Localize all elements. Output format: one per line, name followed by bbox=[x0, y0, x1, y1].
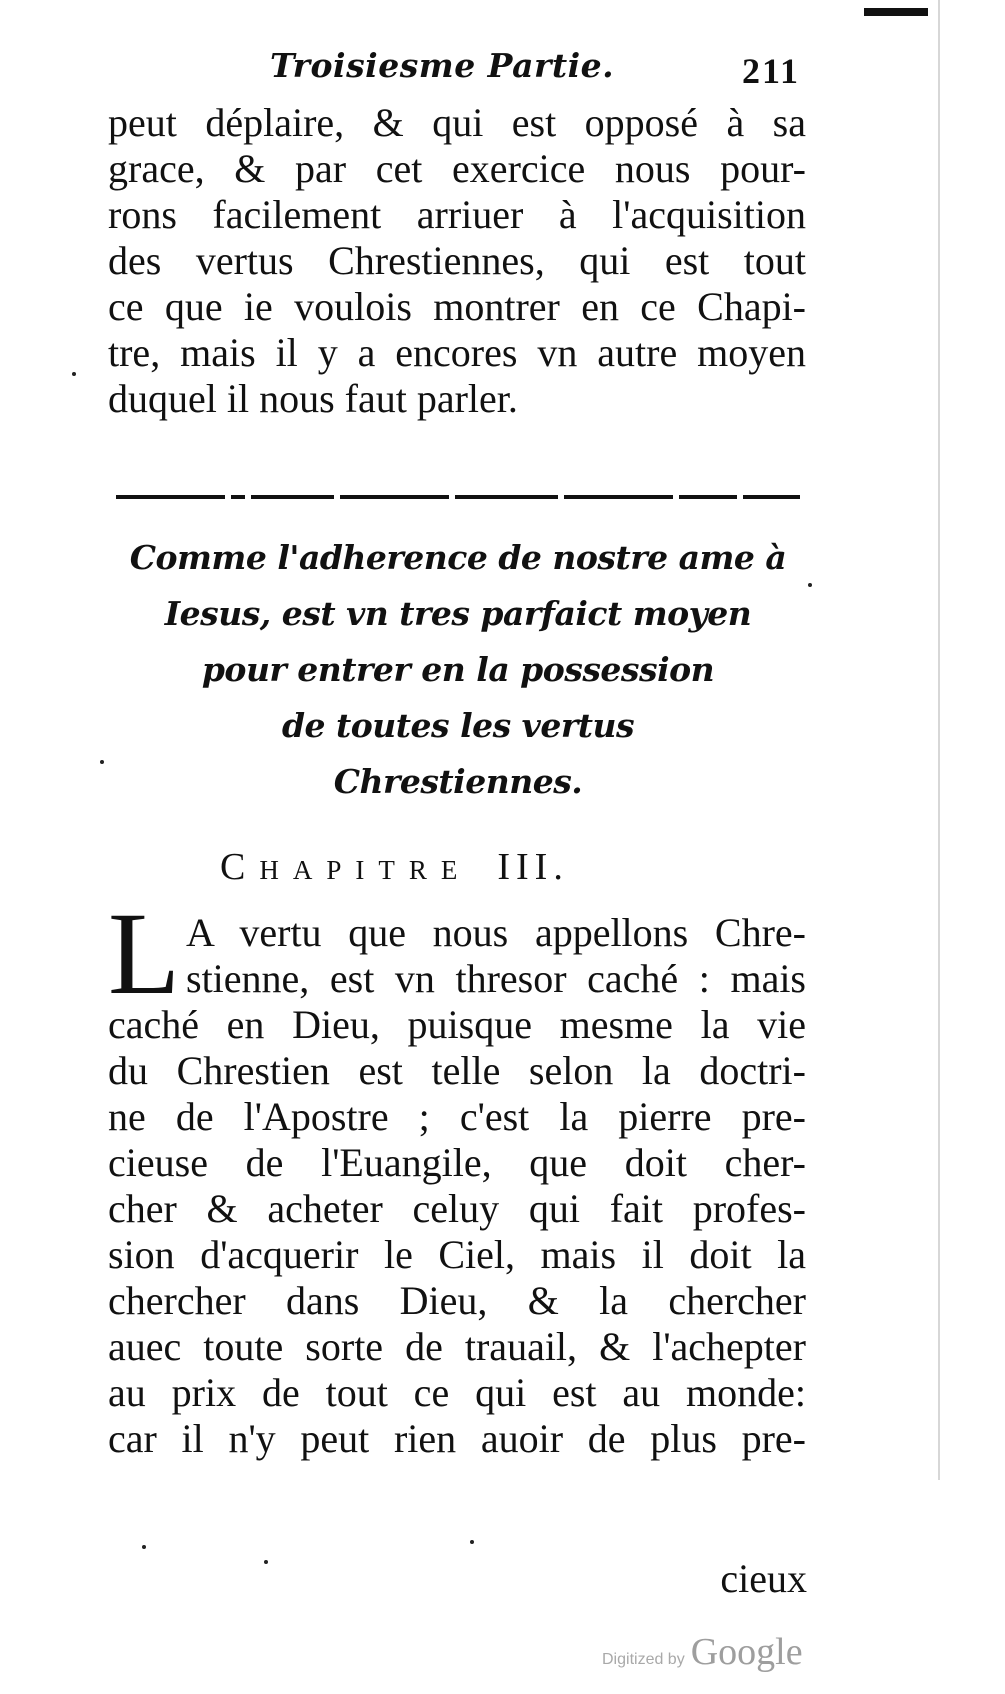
chapter-heading bbox=[108, 530, 808, 810]
text-line: sion d'acquerir le Ciel, mais il doit la bbox=[108, 1232, 806, 1277]
page-edge-mark bbox=[864, 8, 928, 16]
text-line: stienne, est vn thresor caché : mais bbox=[186, 956, 806, 1001]
page-edge-line bbox=[938, 0, 940, 1480]
running-title: Troisiesme Partie. bbox=[270, 46, 615, 85]
text-line: car il n'y peut rien auoir de plus pre- bbox=[108, 1416, 806, 1461]
chapter-paragraph bbox=[108, 888, 806, 1462]
heading-line: pour entrer en la possession bbox=[201, 650, 715, 689]
ink-speck bbox=[470, 1540, 474, 1544]
text-line: des vertus Chrestiennes, qui est tout bbox=[108, 238, 806, 283]
text-line: auec toute sorte de trauail, & l'achepter bbox=[108, 1324, 806, 1369]
ink-speck bbox=[72, 372, 76, 376]
text-line: ce que ie voulois montrer en ce Chapi- bbox=[108, 284, 806, 329]
intro-paragraph bbox=[108, 100, 806, 422]
digitized-label: Digitized by bbox=[602, 1651, 685, 1668]
heading-line: de toutes les vertus bbox=[281, 706, 635, 745]
text-line: caché en Dieu, puisque mesme la vie bbox=[108, 1002, 806, 1047]
chapter-label bbox=[220, 845, 720, 889]
text-line: cher & acheter celuy qui fait profes- bbox=[108, 1186, 806, 1231]
chapter-word: Chapitre bbox=[220, 846, 472, 888]
heading-line: Iesus, est vn tres parfaict moyen bbox=[164, 594, 752, 633]
ink-speck bbox=[100, 760, 104, 764]
text-line: tre, mais il y a encores vn autre moyen bbox=[108, 330, 806, 375]
text-line: grace, & par cet exercice nous pour- bbox=[108, 146, 806, 191]
text-line: au prix de tout ce qui est au monde: bbox=[108, 1370, 806, 1415]
catchword: cieux bbox=[720, 1556, 807, 1601]
text-line: ne de l'Apostre ; c'est la pierre pre- bbox=[108, 1094, 806, 1139]
chapter-number: III. bbox=[497, 846, 569, 888]
running-head bbox=[270, 40, 800, 96]
text-line: rons facilement arriuer à l'acquisition bbox=[108, 192, 806, 237]
heading-line: Comme l'adherence de nostre ame à bbox=[129, 538, 787, 577]
google-logo: Google bbox=[690, 1631, 803, 1673]
drop-cap: L bbox=[108, 888, 181, 1019]
ornamental-rule bbox=[116, 495, 800, 501]
ink-speck bbox=[142, 1545, 146, 1549]
ink-speck bbox=[808, 583, 812, 587]
heading-line: Chrestiennes. bbox=[333, 762, 583, 801]
text-line: peut déplaire, & qui est opposé à sa bbox=[108, 100, 806, 145]
text-line: duquel il nous faut parler. bbox=[108, 376, 518, 421]
ink-speck bbox=[264, 1560, 268, 1564]
page-number: 211 bbox=[741, 51, 800, 91]
digitized-by-google-watermark bbox=[602, 1630, 803, 1674]
text-line: cieuse de l'Euangile, que doit cher- bbox=[108, 1140, 806, 1185]
text-line: chercher dans Dieu, & la chercher bbox=[108, 1278, 806, 1323]
text-line: du Chrestien est telle selon la doctri- bbox=[108, 1048, 806, 1093]
text-line: A vertu que nous appellons Chre- bbox=[186, 910, 806, 955]
